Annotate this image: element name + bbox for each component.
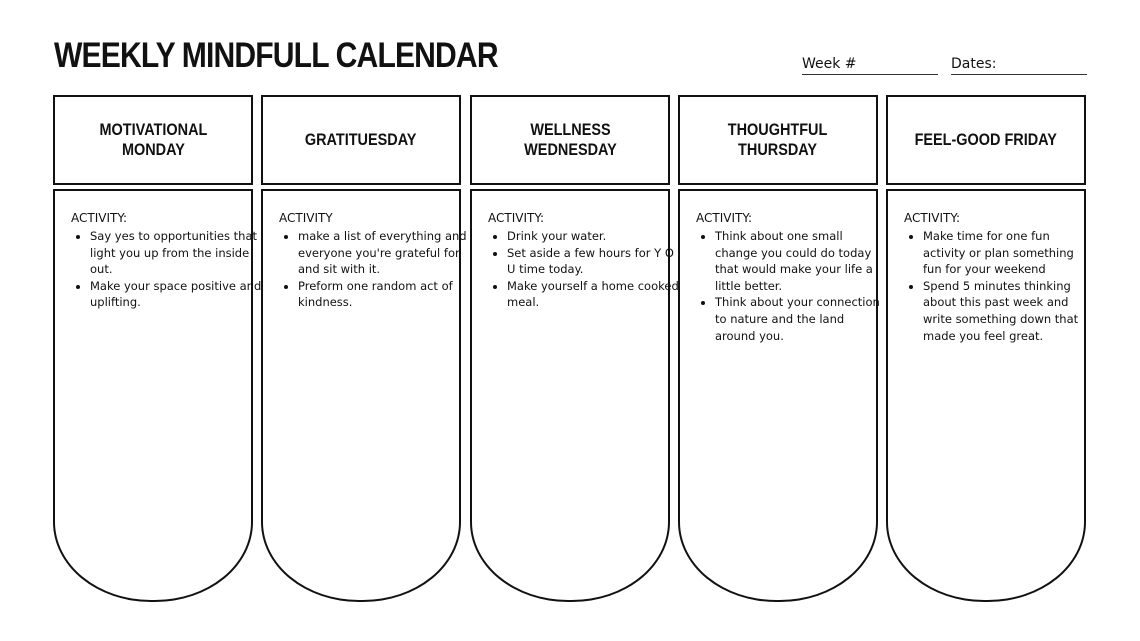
day-heading: MOTIVATIONAL MONDAY bbox=[99, 120, 207, 159]
activity-item: • Preform one random act of kindness. bbox=[298, 278, 470, 311]
week-underline bbox=[802, 74, 938, 75]
day-heading: FEEL-GOOD FRIDAY bbox=[914, 130, 1058, 149]
dates-label: Dates: bbox=[951, 56, 997, 72]
activity-item: • Set aside a few hours for Y O U time today. bbox=[507, 245, 679, 278]
activity-label: ACTIVITY: bbox=[488, 211, 545, 225]
day-activity-box bbox=[678, 189, 878, 602]
activity-item: • Spend 5 minutes thinking about this past week and write something down that made you feel great. bbox=[923, 278, 1095, 344]
day-heading: WELLNESS WEDNESDAY bbox=[523, 120, 617, 159]
activity-label: ACTIVITY bbox=[279, 211, 333, 225]
activity-item: • Make time for one fun activity or plan something fun for your weekend bbox=[923, 228, 1095, 278]
activity-item: • Think about your connection to nature and the land around you. bbox=[715, 294, 887, 344]
activity-item: • Think about one small change you could do today that would make your life a little better. bbox=[715, 228, 887, 294]
activity-item: • Make your space positive and uplifting. bbox=[90, 278, 262, 311]
day-activity-box bbox=[886, 189, 1086, 602]
day-heading-box bbox=[470, 95, 670, 185]
dates-underline bbox=[951, 74, 1087, 75]
activity-list bbox=[279, 228, 470, 311]
day-heading: GRATITUESDAY bbox=[305, 130, 417, 149]
activity-list bbox=[696, 228, 887, 344]
day-heading-box bbox=[53, 95, 253, 185]
day-activity-box bbox=[261, 189, 467, 602]
day-activity-box bbox=[53, 189, 262, 602]
activity-list bbox=[488, 228, 679, 311]
page-title: WEEKLY MINDFULL CALENDAR bbox=[54, 36, 498, 75]
dates-field[interactable] bbox=[951, 56, 1087, 72]
week-number-field[interactable] bbox=[802, 56, 938, 72]
activity-item: • Drink your water. bbox=[507, 228, 679, 245]
day-heading-box bbox=[886, 95, 1086, 185]
activity-item: • Make yourself a home cooked meal. bbox=[507, 278, 679, 311]
day-heading-box bbox=[261, 95, 461, 185]
day-heading-box bbox=[678, 95, 878, 185]
week-label: Week # bbox=[802, 56, 857, 72]
activity-item: • Say yes to opportunities that light you up from the inside out. bbox=[90, 228, 262, 278]
activity-list bbox=[904, 228, 1095, 344]
activity-item: • make a list of everything and everyone you're grateful for and sit with it. bbox=[298, 228, 470, 278]
activity-label: ACTIVITY: bbox=[71, 211, 128, 225]
activity-list bbox=[71, 228, 262, 311]
activity-label: ACTIVITY: bbox=[904, 211, 961, 225]
activity-label: ACTIVITY: bbox=[696, 211, 753, 225]
day-activity-box bbox=[470, 189, 679, 602]
day-heading: THOUGHTFUL THURSDAY bbox=[728, 120, 828, 159]
